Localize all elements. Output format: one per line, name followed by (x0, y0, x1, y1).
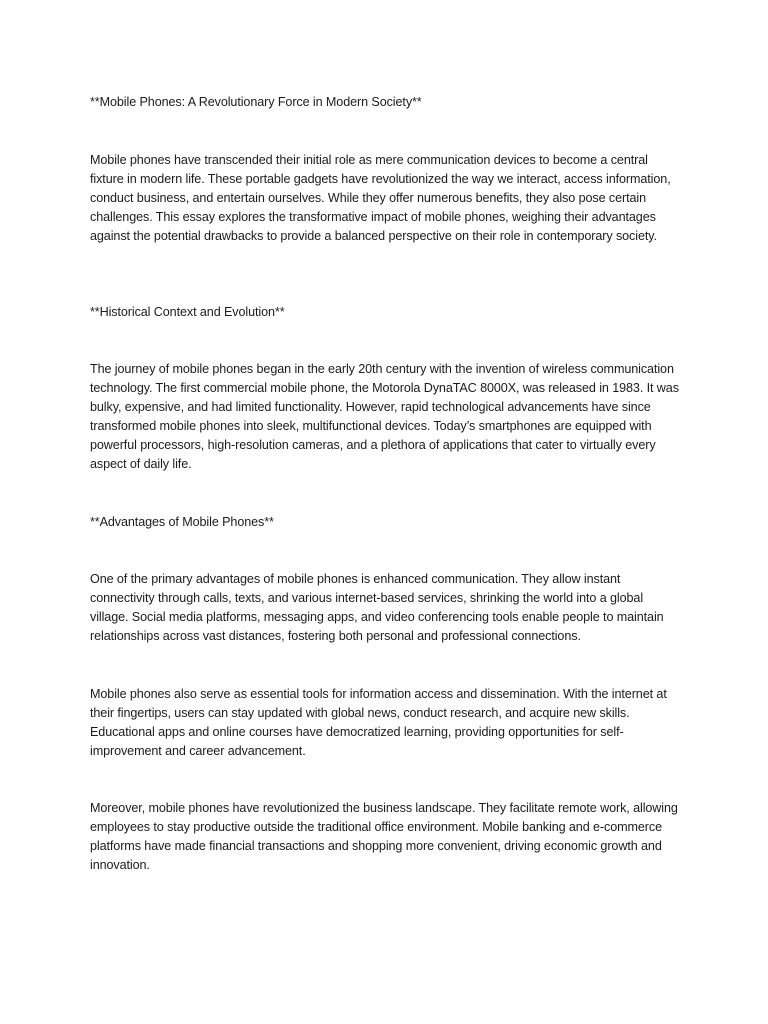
essay-title: **Mobile Phones: A Revolutionary Force in Modern Society** (90, 95, 422, 109)
advantages-heading: **Advantages of Mobile Phones** (90, 515, 274, 529)
history-paragraph: The journey of mobile phones began in the early 20th century with the invention of wireless communication technology. The first commercial mobile phone, the Motorola DynaTAC 8000X, was released in 1983. It was bulky, expensive, and had limited functionality. However, rapid technological advancements have since transformed mobile phones into sleek, multifunctional devices. Today’s smartphones are equipped with powerful processors, high-resolution cameras, and a plethora of applications that cater to virtually every aspect of daily life. (90, 362, 679, 471)
intro-paragraph: Mobile phones have transcended their initial role as mere communication devices to become a central fixture in modern life. These portable gadgets have revolutionized the way we interact, access information, conduct business, and entertain ourselves. While they offer numerous benefits, they also pose certain challenges. This essay explores the transformative impact of mobile phones, weighing their advantages against the potential drawbacks to provide a balanced perspective on their role in contemporary society. (90, 153, 671, 243)
advantages-paragraph-information: Mobile phones also serve as essential tools for information access and dissemination. With the internet at their fingertips, users can stay updated with global news, conduct research, and acquire new skills. Educational apps and online courses have democratized learning, providing opportunities for self-improvement and career advancement. (90, 687, 667, 758)
history-heading: **Historical Context and Evolution** (90, 305, 285, 319)
advantages-paragraph-business: Moreover, mobile phones have revolutionized the business landscape. They facilitate remote work, allowing employees to stay productive outside the traditional office environment. Mobile banking and e-commerce platforms have made financial transactions and shopping more convenient, driving economic growth and innovation. (90, 801, 678, 872)
advantages-paragraph-communication: One of the primary advantages of mobile phones is enhanced communication. They allow instant connectivity through calls, texts, and various internet-based services, shrinking the world into a global village. Social media platforms, messaging apps, and video conferencing tools enable people to maintain relationships across vast distances, fostering both personal and professional connections. (90, 572, 664, 643)
